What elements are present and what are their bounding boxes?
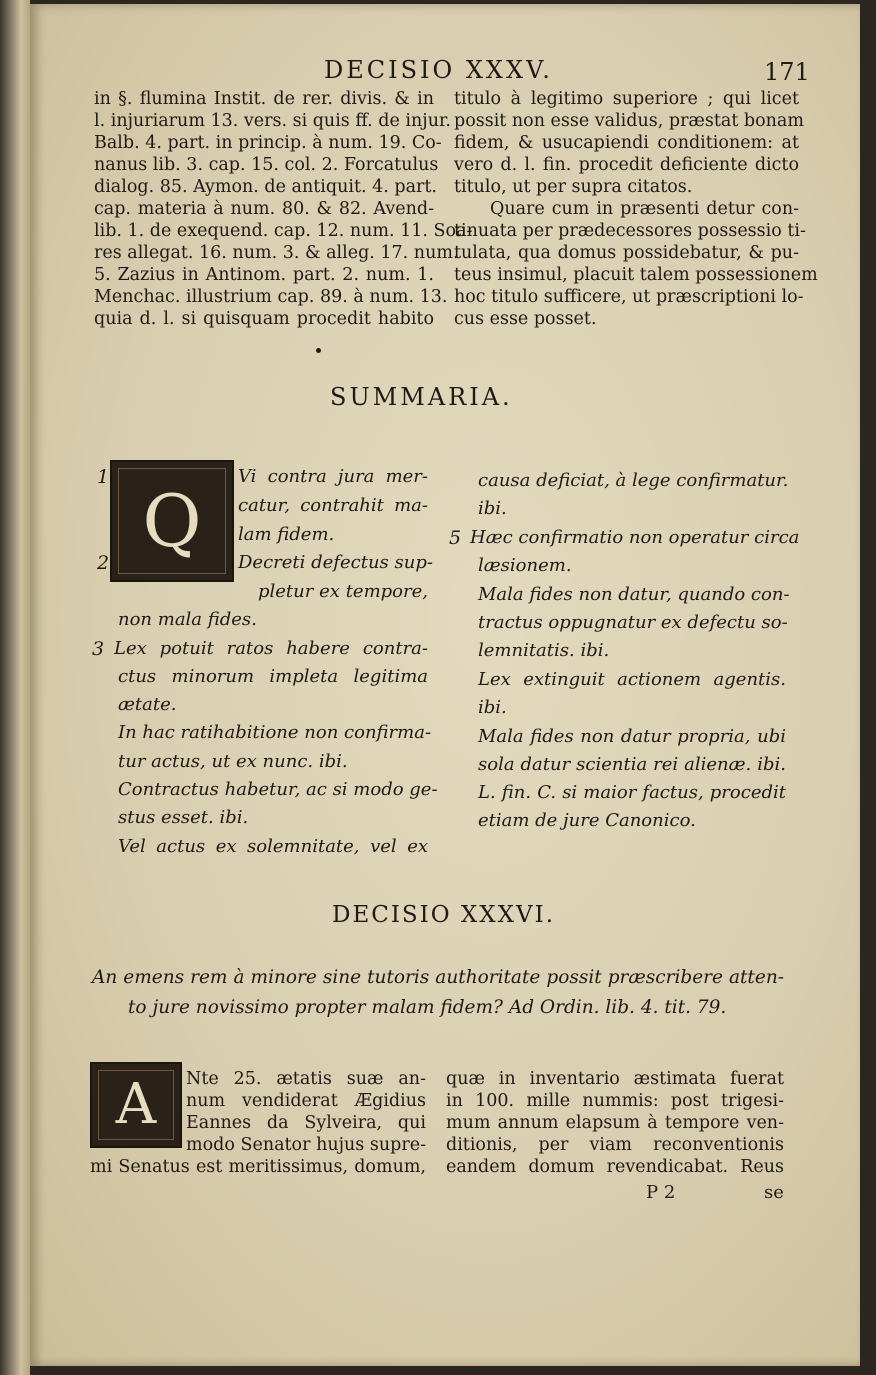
text-line: quæ in inventario æstimata fuerat [446,1069,784,1089]
summary-number: 1 [97,466,110,488]
text-line: l. injuriarum 13. vers. si quis ff. de injur. [94,111,451,131]
signature-mark: P 2 [646,1182,676,1203]
text-line: dialog. 85. Aymon. de antiquit. 4. part. [94,177,437,197]
summary-line: Hæc confirmatio non operatur circa [470,527,800,548]
text-line: 5. Zazius in Antinom. part. 2. num. 1. [94,265,434,285]
text-line: lib. 1. de exequend. cap. 12. num. 11. Soa- [94,221,473,241]
summary-line: causa deficiat, à lege confirmatur. [478,470,789,491]
text-line: mum annum elapsum à tempore ven- [446,1113,784,1133]
text-line: fidem, & usucapiendi conditionem: at [454,133,799,153]
summary-line: Mala fides non datur propria, ubi [478,726,786,747]
summary-line: lemnitatis. ibi. [478,640,610,661]
text-line: tinuata per prædecessores possessio ti- [454,221,806,241]
summary-number: 5 [449,527,462,549]
page-number: 171 [764,58,810,86]
summary-line: ætate. [118,694,177,715]
text-line: titulo, ut per supra citatos. [454,177,693,197]
summary-line: etiam de jure Canonico. [478,810,696,831]
text-line: teus insimul, placuit talem possessionem [454,265,818,285]
text-line: hoc titulo sufficere, ut præscriptioni lo- [454,287,804,307]
summary-line: Vi contra jura mer- [238,466,428,487]
text-line: Eannes da Sylveira, qui [186,1113,426,1133]
text-line: Nte 25. ætatis suæ an- [186,1069,426,1089]
summary-line: tractus oppugnatur ex defectu so- [478,612,788,633]
summary-line: tur actus, ut ex nunc. ibi. [118,751,348,772]
summary-line: Decreti defectus sup- [238,552,433,573]
text-line: nanus lib. 3. cap. 15. col. 2. Forcatulus [94,155,439,175]
summary-line: lam fidem. [238,524,335,545]
summary-line: pletur ex tempore, [258,581,428,602]
summary-line: læsionem. [478,555,572,576]
summary-line: Lex potuit ratos habere contra- [114,638,428,659]
decisio-heading: DECISIO XXXVI. [332,902,556,928]
summary-line: Mala fides non datur, quando con- [478,584,790,605]
summary-line: Vel actus ex solemnitate, vel ex [118,836,428,857]
text-line: quia d. l. si quisquam procedit habito [94,309,434,329]
summary-number: 3 [92,638,105,660]
decorated-initial-a: A [90,1062,182,1148]
left-page-edge [0,0,30,1375]
text-line: Balb. 4. part. in princip. à num. 19. Co- [94,133,442,153]
text-line: vero d. l. fin. procedit deficiente dicto [454,155,799,175]
question-line: An emens rem à minore sine tutoris authoritate possit præscribere atten- [92,967,784,988]
summary-line: L. fin. C. si maior factus, procedit [478,782,786,803]
text-line: cap. materia à num. 80. & 82. Avend- [94,199,434,219]
summary-line: non mala fides. [118,609,257,630]
running-header-title: DECISIO XXXV. [324,56,553,84]
summary-line: In hac ratihabitione non confirma- [118,722,432,743]
text-line: res allegat. 16. num. 3. & alleg. 17. num. [94,243,459,263]
text-line: ditionis, per viam reconventionis [446,1135,784,1155]
text-line: eandem domum revendicabat. Reus [446,1157,784,1177]
text-line: num vendiderat Ægidius [186,1091,426,1111]
summary-line: ibi. [478,498,507,519]
text-line: in 100. mille nummis: post trigesi- [446,1091,784,1111]
text-line: titulo à legitimo superiore ; qui licet [454,89,799,109]
summary-line: catur, contrahit ma- [238,495,428,516]
text-line: Menchac. illustrium cap. 89. à num. 13. [94,287,448,307]
catchword: se [764,1182,784,1203]
question-line: to jure novissimo propter malam fidem? Ad Ordin. lib. 4. tit. 79. [128,997,727,1018]
ornament-dot [316,348,321,353]
text-line: possit non esse validus, præstat bonam [454,111,804,131]
summaria-heading: SUMMARIA. [330,383,513,411]
summary-line: sola datur scientia rei alienæ. ibi. [478,754,786,775]
decorated-initial-q: Q [110,460,234,582]
text-line: mi Senatus est meritissimus, domum, [90,1157,426,1177]
summary-number: 2 [97,552,110,574]
summary-line: stus esset. ibi. [118,807,249,828]
summary-line: Contractus habetur, ac si modo ge- [118,779,438,800]
summary-line: Lex extinguit actionem agentis. [478,669,786,690]
text-line: Quare cum in præsenti detur con- [490,199,799,219]
text-line: cus esse posset. [454,309,597,329]
text-line: modo Senator hujus supre- [186,1135,426,1155]
text-line: tulata, qua domus possidebatur, & pu- [454,243,799,263]
text-line: in §. flumina Instit. de rer. divis. & in [94,89,434,109]
summary-line: ibi. [478,697,507,718]
summary-line: ctus minorum impleta legitima [118,666,428,687]
